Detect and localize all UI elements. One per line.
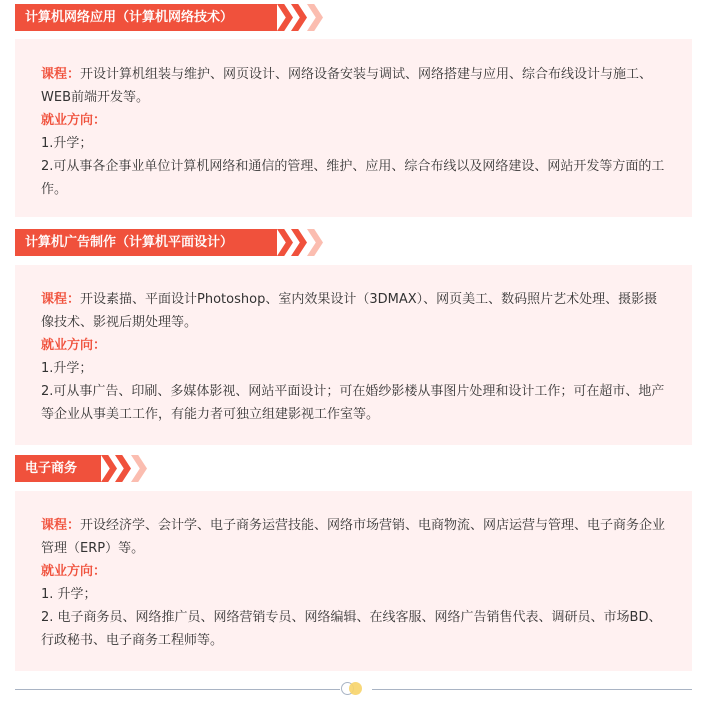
section-graphic-design (15, 229, 692, 422)
chevron-arrow-icon (291, 4, 307, 31)
section-header (15, 455, 692, 482)
course-text: 开设计算机组装与维护、网页设计、网络设备安装与调试、网络搭建与应用、综合布线设计与施工、WEB前端开发等。 (41, 67, 653, 105)
chevron-arrow-icon (101, 455, 117, 482)
course-label: 课程： (41, 67, 81, 82)
section-content (15, 39, 692, 217)
course-paragraph (41, 514, 668, 560)
course-label: 课程： (41, 292, 81, 307)
career-item: 2.可从事各企事业单位计算机网络和通信的管理、维护、应用、综合布线以及网络建设、网站开发等方面的工作。 (41, 159, 665, 197)
chevron-arrow-icon (307, 4, 323, 31)
chevron-arrow-icon (277, 4, 293, 31)
chevron-arrow-icon (277, 229, 293, 256)
course-label: 课程： (41, 518, 81, 533)
career-label: 就业方向： (41, 113, 107, 128)
divider-line-right (372, 689, 692, 690)
course-paragraph (41, 288, 668, 334)
career-item: 1. 升学； (41, 587, 97, 602)
career-item: 2. 电子商务员、网络推广员、网络营销专员、网络编辑、在线客服、网络广告销售代表、调研员、市场BD、行政秘书、电子商务工程师等。 (41, 610, 662, 648)
career-item: 1.升学； (41, 361, 93, 376)
section-header (15, 4, 692, 31)
career-label: 就业方向： (41, 338, 107, 353)
chevron-arrow-icon (291, 229, 307, 256)
career-item: 1.升学； (41, 136, 93, 151)
section-content (15, 491, 692, 671)
course-text: 开设经济学、会计学、电子商务运营技能、网络市场营销、电商物流、网店运营与管理、电子商务企业管理（ERP）等。 (41, 518, 666, 556)
section-title: 计算机广告制作（计算机平面设计） (15, 229, 277, 256)
career-item: 2.可从事广告、印刷、多媒体影视、网站平面设计；可在婚纱影楼从事图片处理和设计工作；可在超市、地产等企业从事美工工作，有能力者可独立组建影视工作室等。 (41, 384, 665, 422)
section-network (15, 4, 692, 197)
divider-line-left (15, 689, 340, 690)
section-content (15, 265, 692, 445)
section-ecommerce (15, 455, 692, 648)
section-title: 电子商务 (15, 455, 101, 482)
course-text: 开设素描、平面设计Photoshop、室内效果设计（3DMAX）、网页美工、数码照片艺术处理、摄影摄像技术、影视后期处理等。 (41, 292, 658, 330)
section-header (15, 229, 692, 256)
career-label: 就业方向： (41, 564, 107, 579)
section-title: 计算机网络应用（计算机网络技术） (15, 4, 277, 31)
chevron-arrow-icon (131, 455, 147, 482)
chevron-arrow-icon (115, 455, 131, 482)
course-paragraph (41, 63, 668, 109)
chevron-arrow-icon (307, 229, 323, 256)
circle-ornament-icon (349, 682, 362, 695)
